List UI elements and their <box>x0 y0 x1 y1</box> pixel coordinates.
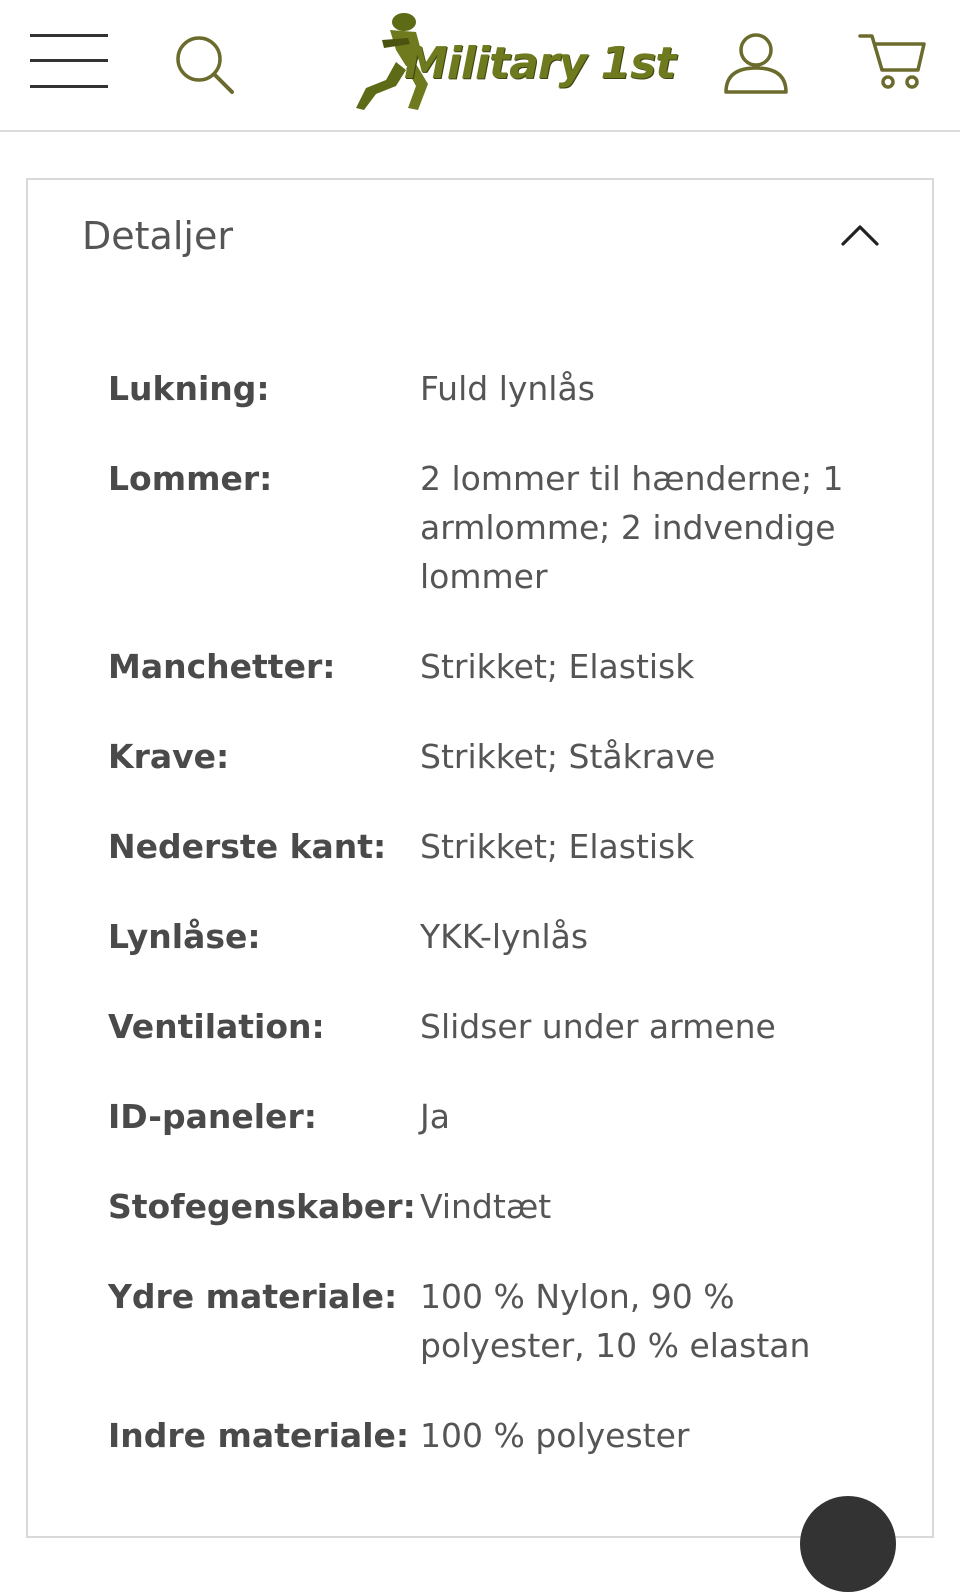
spec-label: Lynlåse: <box>108 917 261 956</box>
spec-value: Strikket; Ståkrave <box>420 737 716 776</box>
spec-row-manchetter <box>108 642 868 691</box>
spec-label: Stofegenskaber: <box>108 1187 416 1226</box>
spec-value: Strikket; Elastisk <box>420 647 695 686</box>
spec-value: 2 lommer til hænderne; 1 armlomme; 2 indvendige lommer <box>420 459 844 596</box>
spec-label: Lommer: <box>108 459 273 498</box>
hamburger-menu-icon[interactable] <box>30 32 108 92</box>
cart-icon[interactable] <box>858 30 928 92</box>
spec-label: Ventilation: <box>108 1007 325 1046</box>
spec-label: ID-paneler: <box>108 1097 317 1136</box>
chat-button[interactable] <box>800 1496 896 1592</box>
search-icon[interactable] <box>172 32 236 96</box>
chevron-up-icon[interactable] <box>840 222 880 248</box>
spec-value: 100 % Nylon, 90 % polyester, 10 % elastan <box>420 1277 811 1365</box>
spec-row-lynlaase <box>108 912 868 961</box>
spec-list <box>108 364 868 1501</box>
user-icon[interactable] <box>722 30 790 96</box>
logo-text: Military 1st <box>404 38 676 89</box>
spec-label: Lukning: <box>108 369 270 408</box>
spec-value: Ja <box>420 1097 450 1136</box>
spec-row-nederste-kant <box>108 822 868 871</box>
details-panel <box>26 178 934 1538</box>
spec-label: Ydre materiale: <box>108 1277 398 1316</box>
spec-value: 100 % polyester <box>420 1416 690 1455</box>
spec-row-krave <box>108 732 868 781</box>
spec-row-lommer <box>108 454 868 601</box>
spec-row-lukning <box>108 364 868 413</box>
site-logo[interactable] <box>346 10 676 114</box>
spec-row-ventilation <box>108 1002 868 1051</box>
spec-value: Vindtæt <box>420 1187 552 1226</box>
spec-row-ydre-materiale <box>108 1272 868 1370</box>
spec-value: YKK-lynlås <box>420 917 589 956</box>
spec-row-id-paneler <box>108 1092 868 1141</box>
spec-row-stofegenskaber <box>108 1182 868 1231</box>
spec-value: Strikket; Elastisk <box>420 827 695 866</box>
spec-label: Nederste kant: <box>108 827 387 866</box>
spec-label: Manchetter: <box>108 647 336 686</box>
spec-row-indre-materiale <box>108 1411 868 1460</box>
spec-value: Fuld lynlås <box>420 369 595 408</box>
site-header <box>0 0 960 132</box>
spec-label: Krave: <box>108 737 230 776</box>
spec-label: Indre materiale: <box>108 1416 410 1455</box>
details-title[interactable]: Detaljer <box>82 214 233 258</box>
spec-value: Slidser under armene <box>420 1007 776 1046</box>
